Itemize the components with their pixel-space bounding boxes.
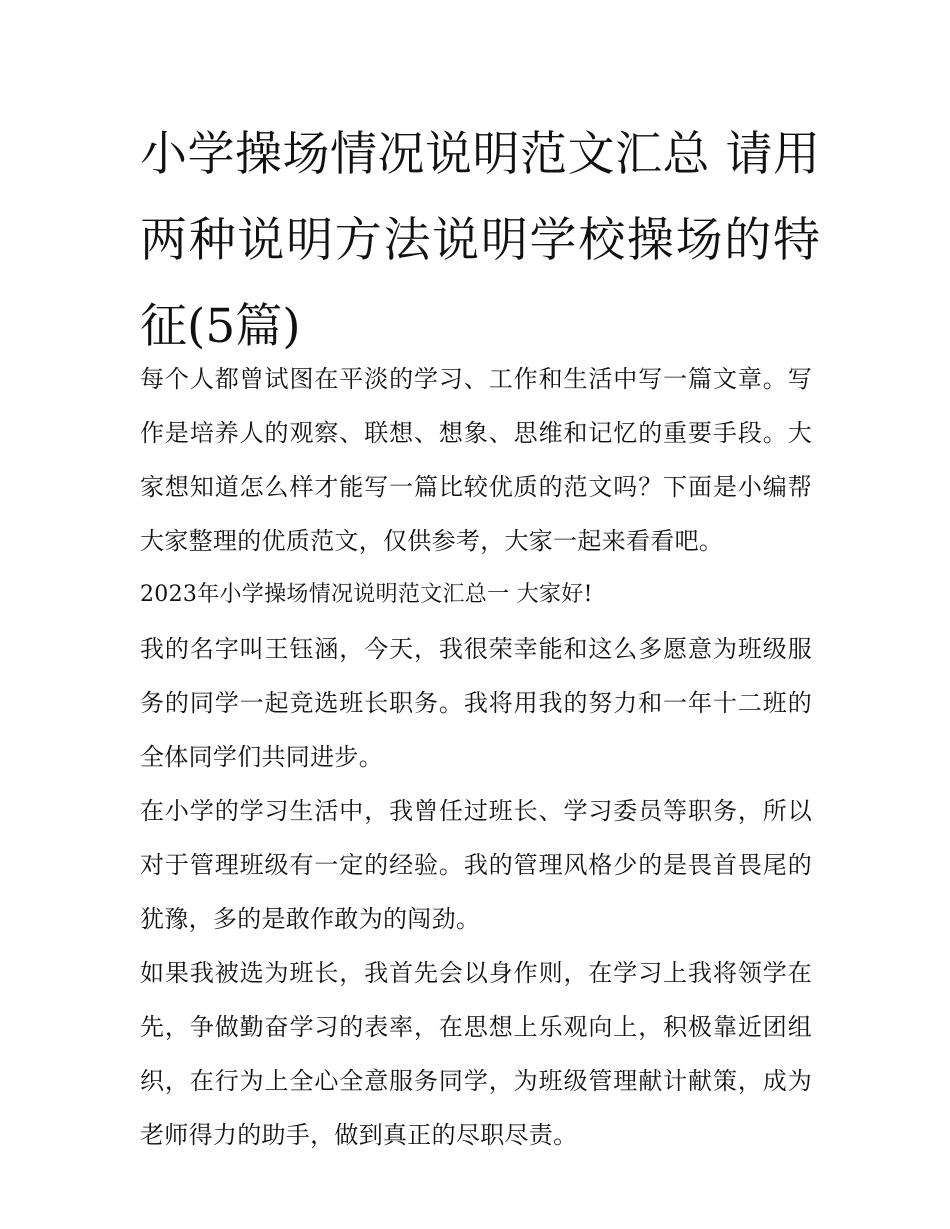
intro-paragraph: 每个人都曾试图在平淡的学习、工作和生活中写一篇文章。写作是培养人的观察、联想、想象、思维和记忆的重要手段。大家想知道怎么样才能写一篇比较优质的范文吗？下面是小编帮大家整理的优质范文，仅供参考，大家一起来看看吧。 [140,365,812,555]
body-paragraph: 我的名字叫王钰涵，今天，我很荣幸能和这么多愿意为班级服务的同学一起竞选班长职务。我将用我的努力和一年十二班的全体同学们共同进步。 [140,635,812,771]
body-paragraph: 在小学的学习生活中，我曾任过班长、学习委员等职务，所以对于管理班级有一定的经验。我的管理风格少的是畏首畏尾的犹豫，多的是敢作敢为的闯劲。 [140,797,812,933]
body-paragraph: 如果我被选为班长，我首先会以身作则，在学习上我将领学在先，争做勤奋学习的表率，在思想上乐观向上，积极靠近团组织，在行为上全心全意服务同学，为班级管理献计献策，成为老师得力的助手，做到真正的尽职尽责。 [140,959,812,1149]
document-title: 小学操场情况说明范文汇总 请用两种说明方法说明学校操场的特征(5篇) [140,127,820,354]
section-heading-paragraph: 2023年小学操场情况说明范文汇总一 大家好! [140,582,593,607]
document-body [140,352,812,1162]
